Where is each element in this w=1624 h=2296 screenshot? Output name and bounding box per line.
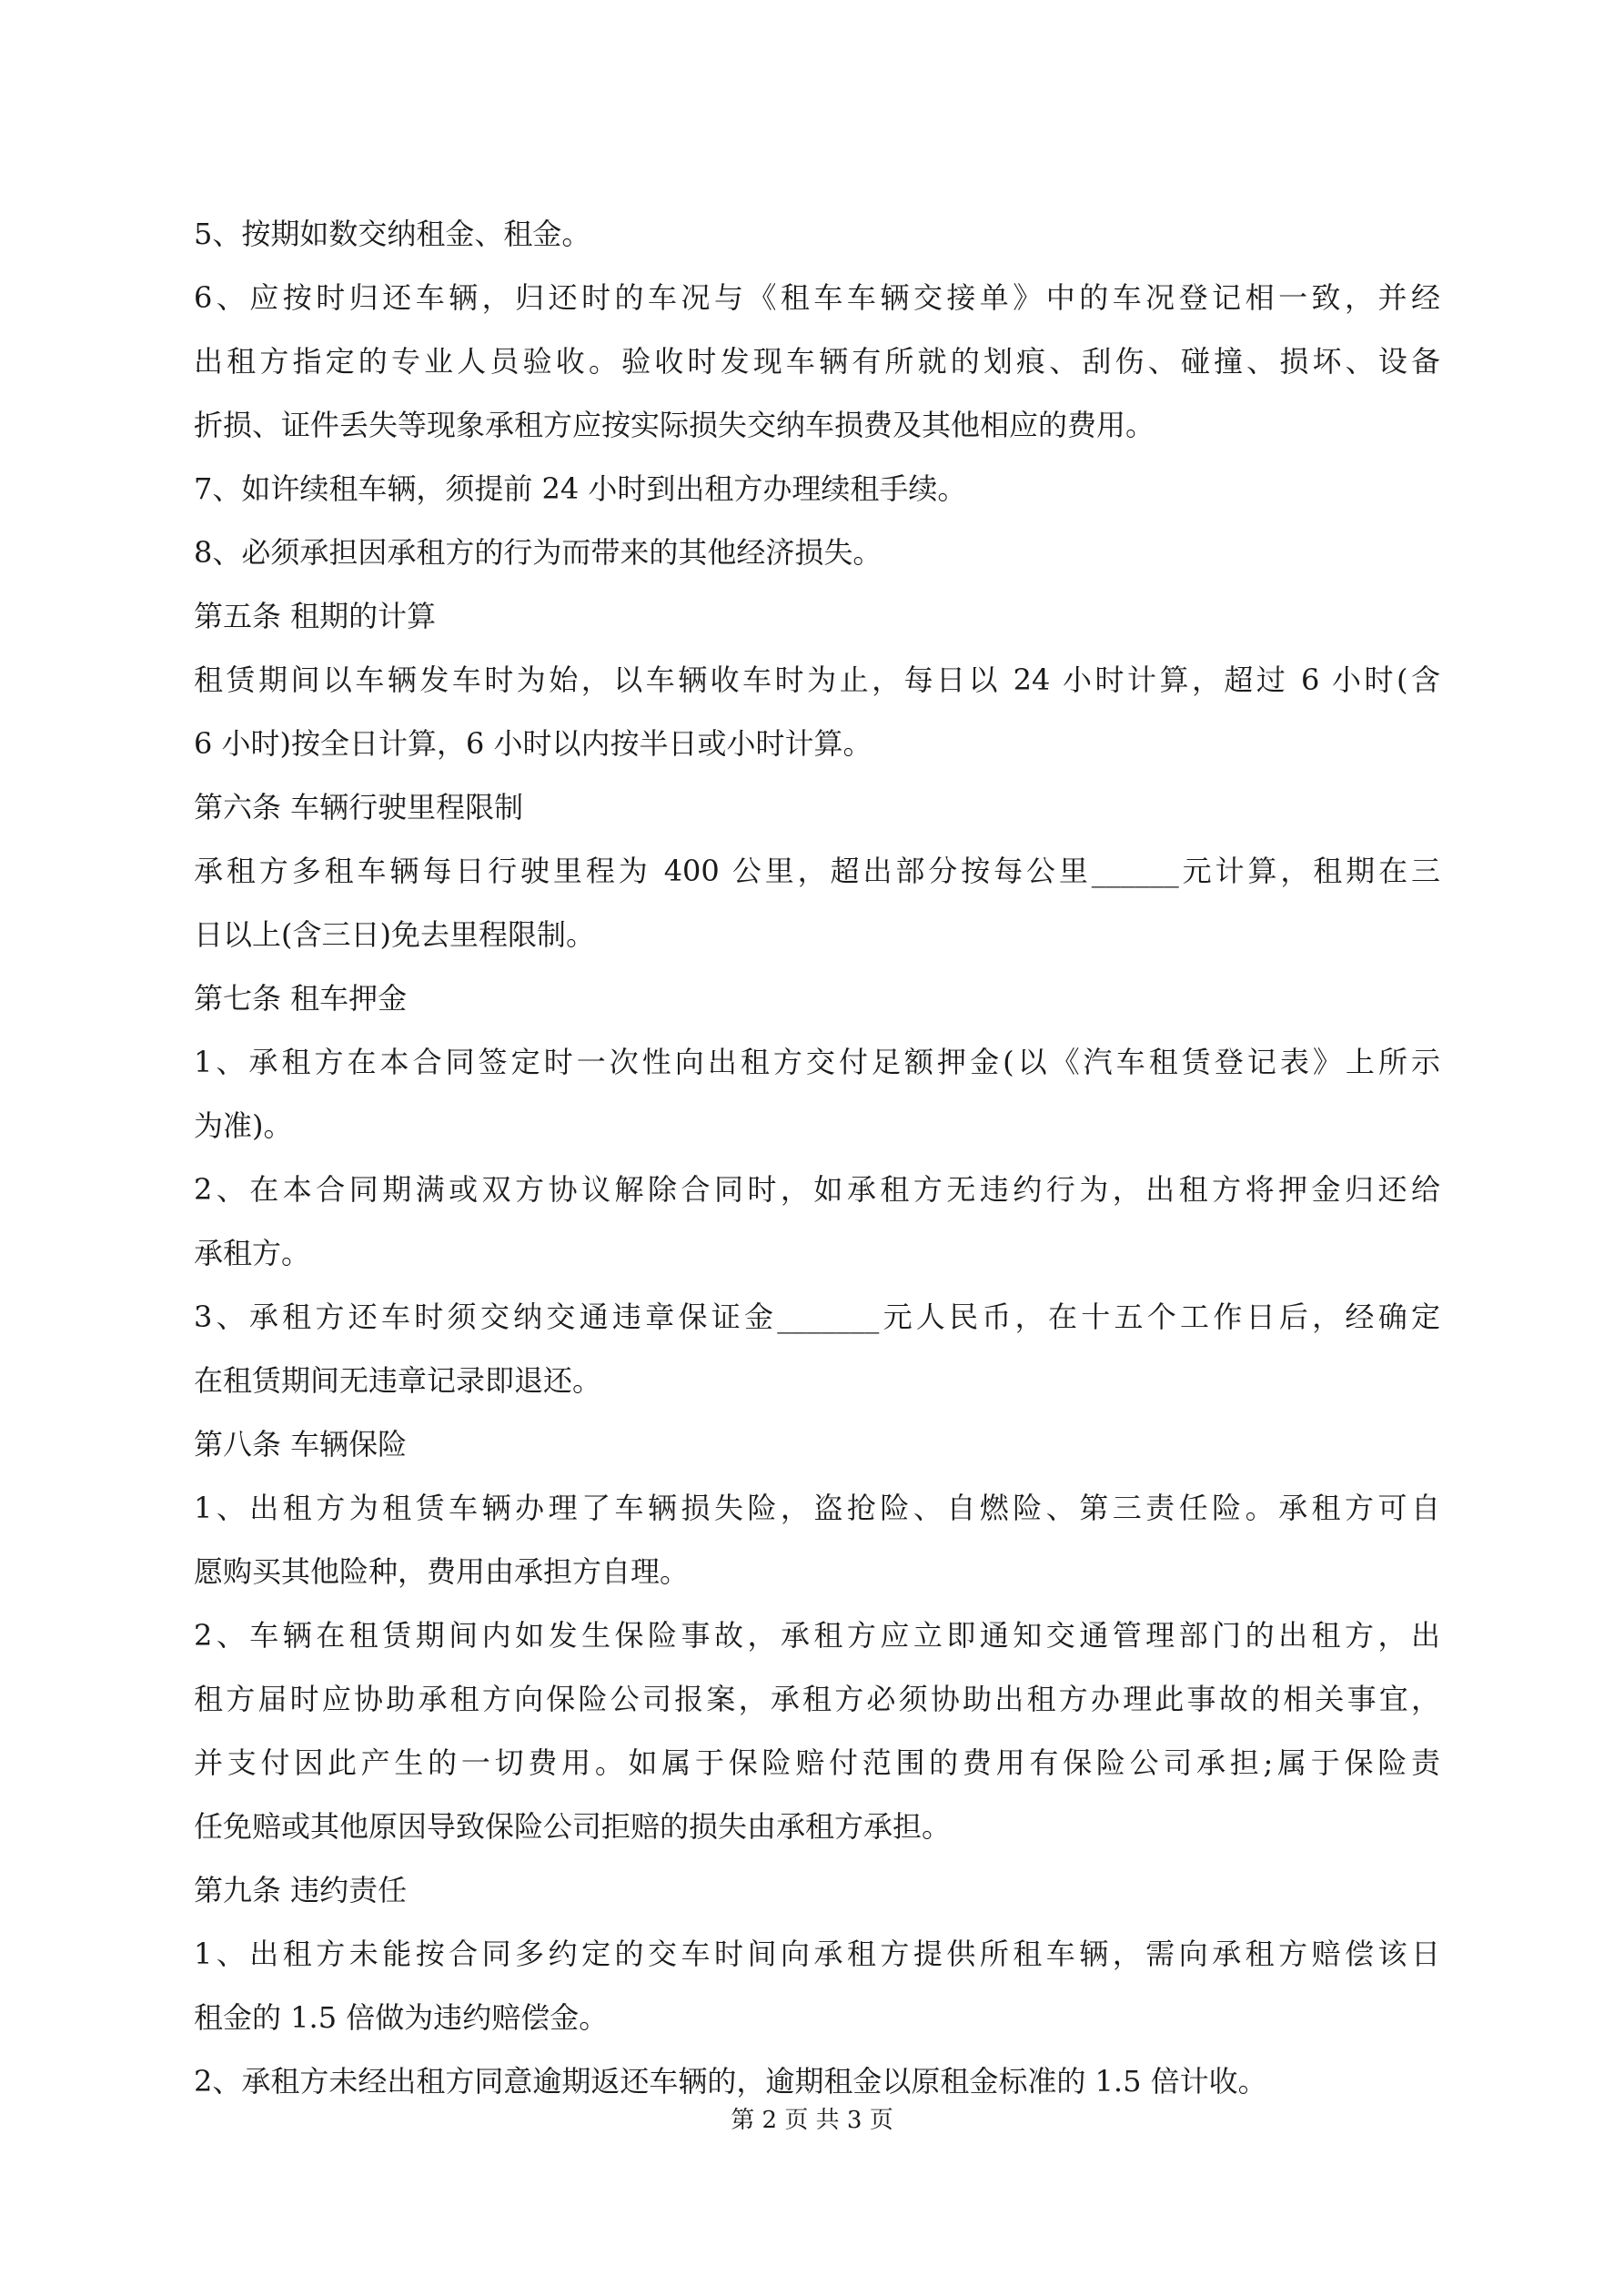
- text-line: 1、出租方为租赁车辆办理了车辆损失险，盗抢险、自燃险、第三责任险。承租方可自: [194, 1491, 1440, 1525]
- text-line: 2、车辆在租赁期间内如发生保险事故，承租方应立即通知交通管理部门的出租方，出: [194, 1618, 1440, 1653]
- text-line: 7、如许续租车辆，须提前 24 小时到出租方办理续租手续。: [194, 471, 967, 506]
- section-heading: 第八条 车辆保险: [194, 1427, 408, 1462]
- text-line: 2、在本合同期满或双方协议解除合同时，如承租方无违约行为，出租方将押金归还给: [194, 1172, 1440, 1207]
- text-line: 6 小时)按全日计算，6 小时以内按半日或小时计算。: [194, 726, 873, 761]
- section-heading: 第五条 租期的计算: [194, 599, 437, 633]
- text-line: 5、按期如数交纳租金、租金。: [194, 217, 591, 251]
- text-line: 8、必须承担因承租方的行为而带来的其他经济损失。: [194, 535, 883, 570]
- section-heading: 第六条 车辆行驶里程限制: [194, 790, 524, 824]
- text-line: 任免赔或其他原因导致保险公司拒赔的损失由承租方承担。: [194, 1809, 952, 1844]
- text-line: 租金的 1.5 倍做为违约赔偿金。: [194, 2000, 609, 2035]
- text-line: 愿购买其他险种，费用由承担方自理。: [194, 1554, 690, 1589]
- section-heading: 第九条 违约责任: [194, 1873, 408, 1907]
- text-line: 租方届时应协助承租方向保险公司报案，承租方必须协助出租方办理此事故的相关事宜，: [194, 1682, 1440, 1716]
- text-line: 折损、证件丢失等现象承租方应按实际损失交纳车损费及其他相应的费用。: [194, 408, 1155, 442]
- text-line: 3、承租方还车时须交纳交通违章保证金_______元人民币，在十五个工作日后，经确定: [194, 1300, 1440, 1334]
- text-line: 为准)。: [194, 1108, 293, 1143]
- text-line: 日以上(含三日)免去里程限制。: [194, 917, 595, 952]
- text-line: 在租赁期间无违章记录即退还。: [194, 1363, 602, 1398]
- text-line: 承租方多租车辆每日行驶里程为 400 公里，超出部分按每公里______元计算，租期在三: [194, 854, 1440, 888]
- text-line: 租赁期间以车辆发车时为始，以车辆收车时为止，每日以 24 小时计算，超过 6 小时(含: [194, 663, 1440, 697]
- text-line: 承租方。: [194, 1236, 311, 1270]
- text-line: 6、应按时归还车辆，归还时的车况与《租车车辆交接单》中的车况登记相一致，并经: [194, 280, 1440, 315]
- section-heading: 第七条 租车押金: [194, 981, 408, 1016]
- text-line: 出租方指定的专业人员验收。验收时发现车辆有所就的划痕、刮伤、碰撞、损坏、设备: [194, 344, 1440, 379]
- text-line: 1、承租方在本合同签定时一次性向出租方交付足额押金(以《汽车租赁登记表》上所示: [194, 1045, 1440, 1079]
- text-line: 2、承租方未经出租方同意逾期返还车辆的，逾期租金以原租金标准的 1.5 倍计收。: [194, 2064, 1267, 2099]
- text-line: 并支付因此产生的一切费用。如属于保险赔付范围的费用有保险公司承担;属于保险责: [194, 1745, 1440, 1780]
- document-body: [194, 202, 1440, 2113]
- page-number-footer: 第 2 页 共 3 页: [731, 2107, 893, 2134]
- text-line: 1、出租方未能按合同多约定的交车时间向承租方提供所租车辆，需向承租方赔偿该日: [194, 1937, 1440, 1971]
